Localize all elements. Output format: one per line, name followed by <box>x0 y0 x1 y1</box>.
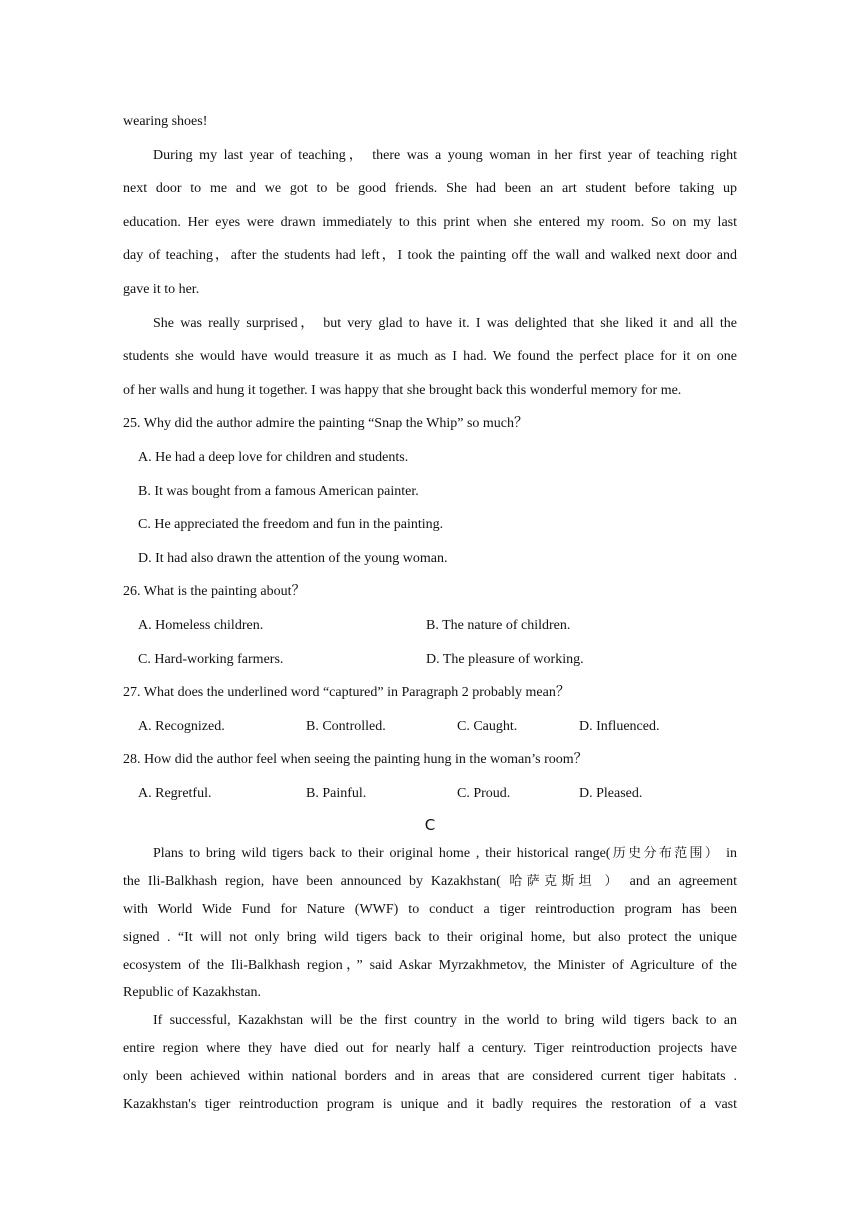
paragraph-line: entire region where they have died out for nearly half a century. Tiger reintroduction projects have <box>123 1041 737 1057</box>
section-heading: C <box>424 816 436 835</box>
paragraph-line: with World Wide Fund for Nature (WWF) to conduct a tiger reintroduction program has been <box>123 902 737 918</box>
answer-option: B. Controlled. <box>306 718 386 734</box>
question-stem: 26. What is the painting about？ <box>123 584 306 600</box>
paragraph-line: ecosystem of the Ili-Balkhash region，” said Askar Myrzakhmetov, the Minister of Agriculture of the <box>123 957 737 973</box>
text-run: and an agreement <box>621 874 737 890</box>
paragraph-line: only been achieved within national borders and in areas that are considered current tiger habitats . <box>123 1068 737 1084</box>
text-run: Plans to bring wild tigers back to their original home , their historical range( <box>153 846 611 862</box>
answer-option: A. Regretful. <box>138 785 212 801</box>
answer-row <box>123 643 737 677</box>
question-28 <box>123 743 737 810</box>
answer-option: D. The pleasure of working. <box>426 651 584 667</box>
chinese-gloss: 历史分布范围） <box>610 846 721 862</box>
document-page <box>123 105 737 1118</box>
paragraph-line: signed . “It will not only bring wild tigers back to their original home, but also protect the unique <box>123 929 737 945</box>
question-stem: 27. What does the underlined word “captured” in Paragraph 2 probably mean？ <box>123 685 570 701</box>
question-26 <box>123 575 737 676</box>
answer-row <box>123 609 737 643</box>
paragraph-line: day of teaching，after the students had left，I took the painting off the wall and walked next door and <box>123 248 737 264</box>
answer-option: C. Hard-working farmers. <box>138 651 284 667</box>
chinese-gloss: 哈萨克斯坦 ） <box>500 874 622 890</box>
paragraph-b1 <box>123 139 737 307</box>
text-run: the Ili-Balkhash region, have been announced by Kazakhstan( <box>123 874 501 890</box>
question-stem: 25. Why did the author admire the painting “Snap the Whip” so much？ <box>123 416 529 432</box>
paragraph-line: She was really surprised， but very glad to have it. I was delighted that she liked it and all the <box>153 315 737 331</box>
question-25 <box>123 407 737 575</box>
paragraph-c2 <box>123 1007 737 1118</box>
paragraph-c1 <box>123 840 737 1007</box>
question-stem: 28. How did the author feel when seeing the painting hung in the woman’s room？ <box>123 752 588 768</box>
paragraph-line <box>123 868 737 896</box>
answer-option: D. Influenced. <box>579 718 660 734</box>
answer-option: B. The nature of children. <box>426 617 571 633</box>
paragraph-line: Kazakhstan's tiger reintroduction program is unique and it badly requires the restoration of a vast <box>123 1096 737 1112</box>
paragraph-line: wearing shoes! <box>123 114 208 129</box>
paragraph-line: gave it to her. <box>123 281 200 297</box>
paragraph-line: During my last year of teaching， there was a young woman in her first year of teaching right <box>153 147 737 163</box>
answer-option: A. He had a deep love for children and students. <box>138 449 409 465</box>
answer-option: C. Caught. <box>457 718 518 734</box>
question-27 <box>123 676 737 743</box>
paragraph-line: of her walls and hung it together. I was happy that she brought back this wonderful memory for me. <box>123 382 682 398</box>
text-run: in <box>720 846 737 862</box>
answer-row <box>123 777 737 811</box>
paragraph-line: next door to me and we got to be good friends. She had been an art student before taking up <box>123 181 737 197</box>
answer-option: B. Painful. <box>306 785 367 801</box>
paragraph-line <box>123 840 737 868</box>
answer-row <box>123 710 737 744</box>
paragraph-b2 <box>123 307 737 408</box>
paragraph-line: If successful, Kazakhstan will be the first country in the world to bring wild tigers back to an <box>153 1013 737 1029</box>
answer-option: D. Pleased. <box>579 785 643 801</box>
answer-option: A. Recognized. <box>138 718 225 734</box>
answer-option: C. Proud. <box>457 785 511 801</box>
paragraph-line: education. Her eyes were drawn immediately to this print when she entered my room. So on my last <box>123 214 737 230</box>
answer-option: B. It was bought from a famous American painter. <box>138 483 419 499</box>
answer-option: D. It had also drawn the attention of the young woman. <box>138 550 448 566</box>
answer-option: A. Homeless children. <box>138 617 264 633</box>
paragraph-line: Republic of Kazakhstan. <box>123 985 262 1001</box>
paragraph-line: students she would have would treasure it as much as I had. We found the perfect place for it on one <box>123 349 737 365</box>
answer-option: C. He appreciated the freedom and fun in the painting. <box>138 517 444 533</box>
